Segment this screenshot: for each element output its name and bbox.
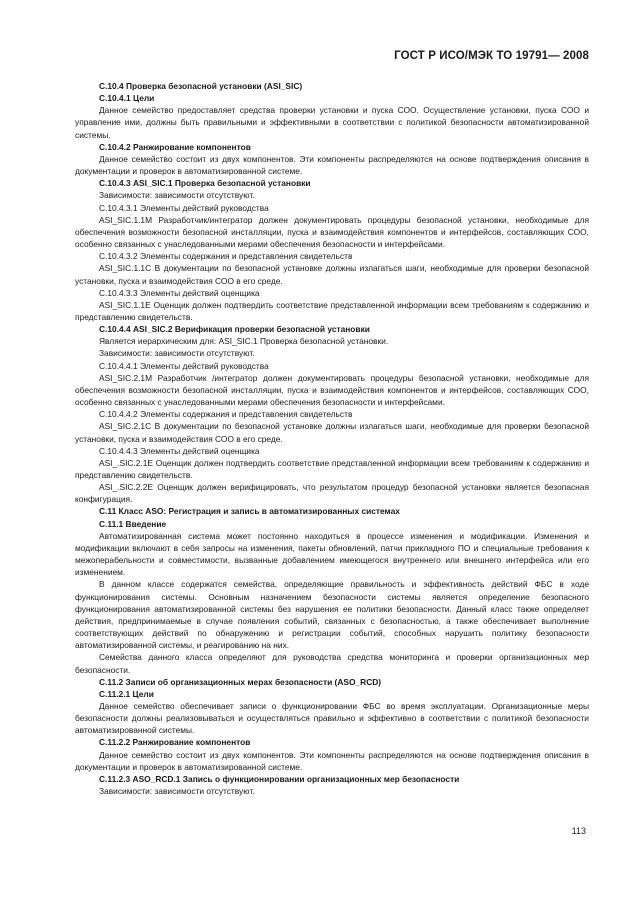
section-heading: С.10.4 Проверка безопасной установки (ASI_SIC)	[99, 81, 303, 91]
paragraph: Семейства данного класса определяют для руководства средства мониторинга и проверки организационных мер безопасности.	[75, 652, 589, 675]
section-heading: С.10.4.3 ASI_SIC.1 Проверка безопасной установки	[99, 178, 311, 189]
section-heading: С.11.1 Введение	[99, 518, 167, 529]
paragraph: С.10.4.4.2 Элементы содержания и представления свидетельств	[99, 409, 353, 420]
paragraph: Автоматизированная система может постоянно находиться в процессе изменения и модификации. Изменения и модификации включают в себя запросы на изменения, пакеты обновлений, патчи прикладного ПО и специальные требования к межоперабельности и совместимости, вызванные добавлением имеющегося внутреннего или внешнего интерфейса или его изменением.	[75, 530, 589, 578]
paragraph: ASI_SIC.2.1M Разработчик /интегратор должен документировать процедуры безопасной установки, необходимые для обеспечения возможности безопасной инсталляции, пуска и взаимодействия компонентов и интерфейсов, составляющих СОО, особенно связанных с унаследованными мерами обеспечения безопасности и интерфейсами.	[75, 372, 589, 408]
paragraph: ASI_SIC.1.1C В документации по безопасной установке должны излагаться шаги, необходимые для проверки безопасной установки, пуска и взаимодействия СОО в его среде.	[75, 263, 589, 286]
paragraph: Является иерархическим для: ASI_SIC.1 Проверка безопасной установки.	[99, 336, 389, 347]
paragraph: ASI_SIC.1.1E Оценщик должен подтвердить соответствие представленной информации всем требованиям к содержанию и представлению свидетельств.	[75, 299, 589, 322]
paragraph: С.10.4.3.1 Элементы действий руководства	[99, 202, 269, 213]
document-body	[75, 80, 589, 797]
page-header: ГОСТ Р ИСО/МЭК ТО 19791— 2008	[394, 50, 589, 62]
section-heading: С.10.4.1 Цели	[99, 93, 155, 104]
paragraph: Данное семейство состоит из двух компонентов. Эти компоненты распределяются на основе подтверждения описания в документации и проверок в автоматизированной системе.	[75, 749, 589, 772]
section-heading: С.10.4.4 ASI_SIC.2 Верификация проверки безопасной установки	[99, 324, 370, 335]
page-number: 113	[571, 826, 586, 836]
paragraph: В данном классе содержатся семейства, определяющие правильность и эффективность действий ФБС в ходе функционирования системы. Основным назначением безопасности системы является определение безопасного функционирования автоматизированной системы без нарушения ее политики безопасности. Данный класс также определяет действия, предпринимаемые в случае появления событий, связанных с безопасностью, а также обеспечивает выполнение соответствующих действий по обнаружению и регистрации событий, способных нарушить политику безопасности автоматизированной системы, и реагированию на них.	[75, 579, 589, 651]
paragraph: Зависимости: зависимости отсутствуют.	[99, 348, 255, 359]
paragraph: С.10.4.4.1 Элементы действий руководства	[99, 360, 269, 371]
paragraph: С.10.4.3.2 Элементы содержания и представления свидетельств	[99, 251, 353, 262]
paragraph: С.10.4.4.3 Элементы действий оценщика	[99, 445, 260, 456]
section-heading: С.11 Класс ASO: Регистрация и запись в автоматизированных системах	[99, 506, 400, 517]
paragraph: С.10.4.3.3 Элементы действий оценщика	[99, 287, 260, 298]
paragraph: Данное семейство обеспечивает записи о функционировании ФБС во время эксплуатации. Организационные меры безопасности должны реализовываться и осуществляться правильно и эффективно в соответствии с политикой безопасности автоматизированной системы.	[75, 700, 589, 736]
paragraph: ASI_SIC.1.1M Разработчик/интегратор должен документировать процедуры безопасной установки, необходимые для обеспечения возможности безопасной инсталляции, пуска и взаимодействия компонентов и интерфейсов, составляющих СОО, особенно связанных с унаследованными мерами обеспечения безопасности и интерфейсами.	[75, 214, 589, 250]
section-heading: С.11.2.2 Ранжирование компонентов	[99, 737, 251, 748]
paragraph: Зависимости: зависимости отсутствуют.	[99, 190, 255, 201]
paragraph: Данное семейство состоит из двух компонентов. Эти компоненты распределяются на основе подтверждения описания в документации и проверок в автоматизированной системе.	[75, 153, 589, 177]
section-heading: С.11.2 Записи об организационных мерах безопасности (ASO_RCD)	[99, 676, 382, 687]
section-heading: С.11.2.1 Цели	[99, 688, 154, 699]
paragraph: Данное семейство предоставляет средства проверки установки и пуска СОО. Осуществление установки, пуска СОО и управление ими, должны быть правильными и эффективными в соответствии с политикой безопасности автоматизированной системы.	[75, 105, 589, 140]
section-heading: С.10.4.2 Ранжирование компонентов	[99, 141, 251, 152]
paragraph: Зависимости: зависимости отсутствуют.	[99, 786, 255, 797]
paragraph: ASI_SIC.2.1C В документации по безопасной установке должны излагаться шаги, необходимые для проверки безопасной установки, пуска и взаимодействия СОО в его среде.	[75, 421, 589, 444]
paragraph: ASI_.SIC.2.2E Оценщик должен верифицировать, что результатом процедур безопасной установки является безопасная конфигурация.	[75, 482, 589, 505]
paragraph: ASI_.SIC.2.1E Оценщик должен подтвердить соответствие представленной информации всем требованиям к содержанию и представлению свидетельств.	[75, 457, 589, 480]
section-heading: С.11.2.3 ASO_RCD.1 Запись о функционировании организационных мер безопасности	[99, 773, 460, 784]
